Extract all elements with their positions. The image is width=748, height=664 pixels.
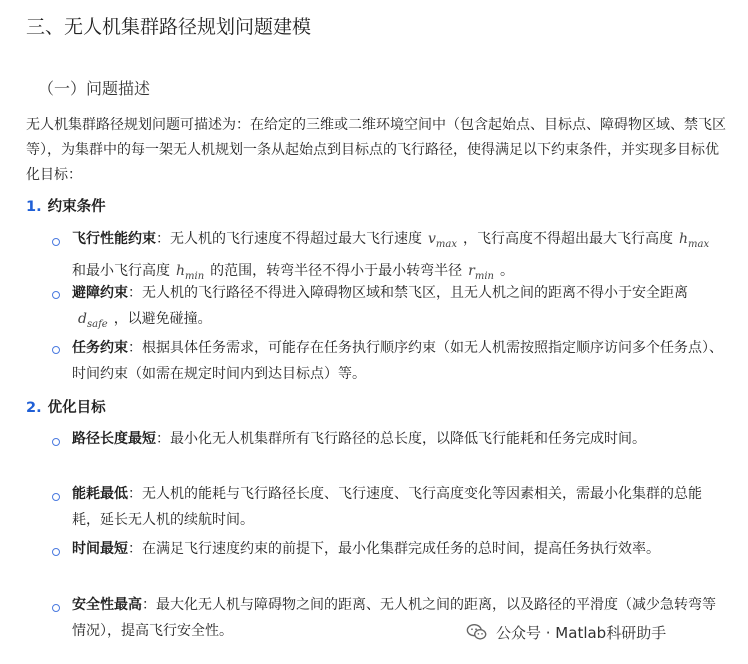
bullet-icon: [52, 291, 60, 299]
item-text: ，飞行高度不得超出最大飞行高度: [463, 231, 674, 247]
item-text: ：最小化无人机集群所有飞行路径的总长度，以降低飞行能耗和任务完成时间。: [156, 431, 646, 447]
item-term: 飞行性能约束: [72, 231, 156, 247]
section-1-heading: [26, 195, 106, 216]
item-term: 路径长度最短: [72, 431, 156, 447]
bullet-icon: [52, 346, 60, 354]
math-r-min: $r_{min}$: [468, 262, 494, 282]
bullet-icon: [52, 493, 60, 501]
wechat-icon: [466, 621, 488, 643]
list-item-task-constraint: [72, 335, 728, 387]
bullet-icon: [52, 238, 60, 246]
item-text: 。: [499, 262, 514, 279]
item-text: ：无人机的能耗与飞行路径长度、飞行速度、飞行高度变化等因素相关，需最小化集群的总能耗，延长无人机的续航时间。: [72, 486, 702, 528]
list-item-shortest-time: [72, 536, 728, 562]
section-2-heading: [26, 396, 106, 417]
item-term: 避障约束: [72, 285, 128, 301]
item-text: ：在满足飞行速度约束的前提下，最小化集群完成任务的总时间，提高任务执行效率。: [128, 541, 660, 557]
section-2-title: 优化目标: [47, 400, 106, 416]
math-h-max: $h_{max}$: [679, 231, 710, 250]
item-text: ：无人机的飞行速度不得超过最大飞行速度: [156, 231, 422, 247]
item-text: ：无人机的飞行路径不得进入障碍物区域和禁飞区，且无人机之间的距离不得小于安全距离: [128, 285, 688, 301]
section-2-number: 2.: [26, 400, 42, 416]
item-term: 能耗最低: [72, 486, 128, 502]
item-text: 和最小飞行高度: [72, 262, 170, 279]
math-h-min: $h_{min}$: [176, 262, 205, 282]
item-text: ，以避免碰撞。: [113, 311, 212, 327]
section-heading: 三、无人机集群路径规划问题建模: [26, 16, 312, 38]
item-text: ：根据具体任务需求，可能存在任务执行顺序约束（如无人机需按照指定顺序访问多个任务点）、时间约束（如需在规定时间内到达目标点）等。: [72, 340, 723, 382]
item-term: 任务约束: [72, 340, 128, 356]
list-item-lowest-energy: [72, 481, 728, 533]
watermark: [466, 621, 666, 643]
bullet-icon: [52, 604, 60, 612]
item-text: 的范围，转弯半径不得小于最小转弯半径: [210, 262, 463, 279]
list-item-shortest-path: [72, 426, 728, 452]
intro-paragraph: 无人机集群路径规划问题可描述为：在给定的三维或二维环境空间中（包含起始点、目标点、障碍物区域、禁飞区等），为集群中的每一架无人机规划一条从起始点到目标点的飞行路径，使得满足以下约束条件，并实现多目标优化目标：: [26, 117, 726, 183]
bullet-icon: [52, 438, 60, 446]
math-v-max: $v_{max}$: [428, 231, 458, 250]
section-1-title: 约束条件: [47, 199, 106, 215]
list-item-obstacle-avoidance: [72, 280, 728, 338]
bullet-icon: [52, 548, 60, 556]
item-term: 安全性最高: [72, 597, 142, 613]
section-1-number: 1.: [26, 199, 42, 215]
subsection-heading: （一）问题描述: [38, 79, 151, 98]
item-term: 时间最短: [72, 541, 128, 557]
math-d-safe: $d_{safe}$: [78, 311, 108, 330]
watermark-text: 公众号 · Matlab科研助手: [496, 623, 667, 642]
item-text: ：最大化无人机与障碍物之间的距离、无人机之间的距离，以及路径的平滑度（减少急转弯等情况），提高飞行安全性。: [72, 597, 716, 639]
